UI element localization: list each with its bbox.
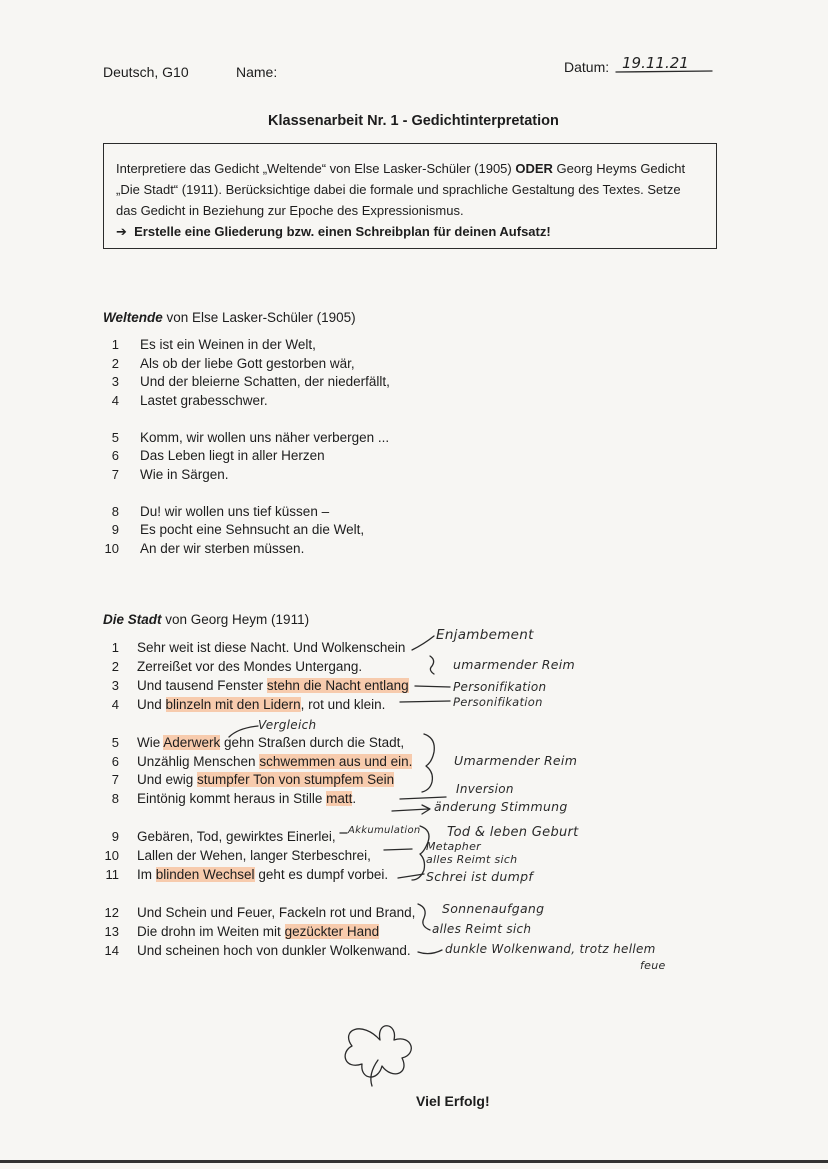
note-sonnenaufgang: Sonnenaufgang [442, 901, 545, 916]
poem2-line-text [137, 829, 336, 844]
poem2-line-number: 3 [111, 678, 119, 693]
poem2-heading [103, 612, 309, 627]
line-segment: Und tausend Fenster [137, 678, 267, 693]
poem2-line-number: 2 [111, 659, 119, 674]
poem2-line-text [137, 640, 405, 655]
poem2-line-text [137, 867, 388, 882]
page-title: Klassenarbeit Nr. 1 - Gedichtinterpretation [268, 113, 559, 129]
poem2-line-text [137, 678, 409, 693]
closing-text: Viel Erfolg! [416, 1093, 490, 1109]
task-line-2: „Die Stadt“ (1911). Berücksichtige dabei die formale und sprachliche Gestaltung des Textes. Setze [116, 182, 681, 197]
poem1-line-text: Es ist ein Weinen in der Welt, [140, 337, 316, 352]
poem1-line-number: 9 [111, 522, 119, 537]
highlighted-phrase: stumpfer Ton von stumpfem Sein [197, 772, 395, 787]
poem1-line-number: 6 [111, 448, 119, 463]
poem2-line-number: 9 [111, 829, 119, 844]
task-instruction [116, 221, 706, 242]
line-segment: geht es dumpf vorbei. [254, 867, 389, 882]
note-personifikation-2: Personifikation [453, 695, 543, 709]
poem2-line-text [137, 735, 404, 750]
subject-label: Deutsch, G10 [103, 64, 189, 80]
poem1-line-number: 3 [111, 374, 119, 389]
poem2-line-text [137, 924, 379, 939]
brace-reim-2 [422, 734, 434, 792]
connector-personifikation-2 [400, 701, 450, 702]
note-tod-leben-geburt: Tod & leben Geburt [447, 825, 579, 840]
connector-metapher [384, 849, 412, 850]
note-feuer: feue [640, 959, 666, 972]
highlighted-phrase: matt [326, 791, 353, 806]
line-segment: Gebären, Tod, gewirktes Einerlei, [137, 829, 336, 844]
poem2-line-text [137, 848, 371, 863]
poem1-line-text: Es pocht eine Sehnsucht an die Welt, [140, 522, 365, 537]
poem2-line-number: 4 [111, 697, 119, 712]
note-personifikation-1: Personifikation [453, 680, 547, 694]
highlighted-phrase: stehn die Nacht entlang [266, 678, 409, 693]
poem2-line-text [137, 697, 385, 712]
poem2-line-text [137, 791, 356, 806]
poem2-line-number: 7 [111, 772, 119, 787]
clover-icon [345, 1026, 411, 1077]
poem1-heading [103, 310, 356, 325]
note-alles-reimt-sich-2: alles Reimt sich [432, 922, 532, 936]
highlighted-phrase: schwemmen aus und ein. [259, 754, 413, 769]
task-or: ODER [515, 161, 553, 176]
poem1-line-number: 2 [111, 356, 119, 371]
poem2-byline: von Georg Heym (1911) [161, 612, 310, 627]
poem2-line-number: 11 [105, 867, 119, 882]
note-inversion: Inversion [456, 782, 514, 796]
connector-personifikation-1 [415, 686, 450, 687]
line-segment: Eintönig kommt heraus in Stille [137, 791, 327, 806]
note-metapher: Metapher [426, 840, 481, 853]
poem1-byline: von Else Lasker-Schüler (1905) [162, 310, 356, 325]
note-aenderung-stimmung: änderung Stimmung [434, 799, 568, 814]
line-segment: Die drohn im Weiten mit [137, 924, 285, 939]
connector-schrei [398, 874, 424, 878]
task-box [103, 143, 717, 249]
poem1-line-text: Als ob der liebe Gott gestorben wär, [140, 356, 355, 371]
poem2-line-text [137, 659, 362, 674]
line-segment: Und Schein und Feuer, Fackeln rot und Brand, [137, 905, 416, 920]
line-segment: Und scheinen hoch von dunkler Wolkenwand. [137, 943, 411, 958]
date-value: 19.11.21 [622, 54, 689, 72]
line-segment: Wie [137, 735, 164, 750]
date-label: Datum: [564, 59, 610, 75]
highlighted-phrase: Aderwerk [163, 735, 221, 750]
poem2-line-number: 10 [104, 848, 119, 863]
highlighted-phrase: blinzeln mit den Lidern [165, 697, 301, 712]
note-umarmender-reim-2: Umarmender Reim [454, 753, 578, 768]
poem1-line-text: Lastet grabesschwer. [140, 393, 268, 408]
task-instruction-text: Erstelle eine Gliederung bzw. einen Schreibplan für deinen Aufsatz! [134, 224, 551, 239]
line-segment: Lallen der Wehen, langer Sterbeschrei, [137, 848, 371, 863]
poem2-line-number: 14 [104, 943, 119, 958]
poem2-line-text [137, 905, 415, 920]
brace-stanza-4 [418, 904, 430, 930]
poem1-line-number: 1 [111, 337, 119, 352]
highlighted-phrase: gezückter Hand [284, 924, 380, 939]
note-umarmender-reim-1: umarmender Reim [453, 657, 575, 672]
line-segment: Sehr weit ist diese Nacht. Und Wolkenschein [137, 640, 406, 655]
poem1-line-text: Komm, wir wollen uns näher verbergen ... [140, 430, 390, 445]
note-akkumulation: Akkumulation [348, 825, 421, 836]
note-schrei-ist-dumpf: Schrei ist dumpf [426, 869, 534, 884]
poem2-line-text [137, 772, 394, 787]
poem1-line-number: 4 [111, 393, 119, 408]
note-alles-reimt-sich: alles Reimt sich [426, 853, 518, 866]
poem1-line-text: Wie in Särgen. [140, 467, 229, 482]
poem1-line-number: 8 [111, 504, 119, 519]
note-vergleich: Vergleich [258, 718, 317, 732]
line-segment: . [352, 791, 357, 806]
stimmung-arrowhead [422, 805, 430, 814]
poem1-line-text: Und der bleierne Schatten, der niederfällt, [140, 374, 390, 389]
line-segment: Zerreißet vor des Mondes Untergang. [137, 659, 363, 674]
poem2-title: Die Stadt [103, 612, 162, 627]
brace-reim-1 [430, 656, 434, 674]
poem1-line-number: 5 [111, 430, 119, 445]
poem2-line-number: 13 [104, 924, 119, 939]
note-dunkle-wolkenwand: dunkle Wolkenwand, trotz hellem [445, 942, 656, 956]
poem2-line-number: 8 [111, 791, 119, 806]
task-line-1 [116, 158, 706, 179]
poem2-line-number: 1 [111, 640, 119, 655]
poem1-line-number: 7 [111, 467, 119, 482]
note-enjambement: Enjambement [436, 627, 534, 643]
line-segment: Und ewig [137, 772, 198, 787]
line-segment: Unzählig Menschen [137, 754, 260, 769]
poem1-line-text: Du! wir wollen uns tief küssen – [140, 504, 330, 519]
poem2-line-number: 6 [111, 754, 119, 769]
connector-wolkenwand [418, 950, 442, 954]
poem1-title: Weltende [103, 310, 163, 325]
poem1-line-text: Das Leben liegt in aller Herzen [140, 448, 325, 463]
stimmung-arrow [392, 809, 428, 811]
line-segment: , rot und klein. [300, 697, 386, 712]
task-text-1: Interpretiere das Gedicht „Weltende“ von Else Lasker-Schüler (1905) [116, 161, 516, 176]
poem1-line-number: 10 [104, 541, 119, 556]
poem2-line-text [137, 754, 412, 769]
highlighted-phrase: blinden Wechsel [155, 867, 255, 882]
line-segment: gehn Straßen durch die Stadt, [220, 735, 405, 750]
poem2-line-text [137, 943, 411, 958]
enjambement-line [412, 636, 434, 650]
line-segment: Im [137, 867, 156, 882]
arrow-icon: ➔ [116, 224, 127, 239]
poem2-line-number: 12 [104, 905, 119, 920]
poem1-line-text: An der wir sterben müssen. [140, 541, 305, 556]
task-line-3: das Gedicht in Beziehung zur Epoche des Expressionismus. [116, 203, 464, 218]
poem2-line-number: 5 [111, 735, 119, 750]
page-edge [0, 1160, 828, 1163]
clover-stem [371, 1060, 378, 1086]
task-text-2: Georg Heyms Gedicht [552, 161, 686, 176]
line-segment: Und [137, 697, 166, 712]
name-label: Name: [236, 64, 278, 80]
